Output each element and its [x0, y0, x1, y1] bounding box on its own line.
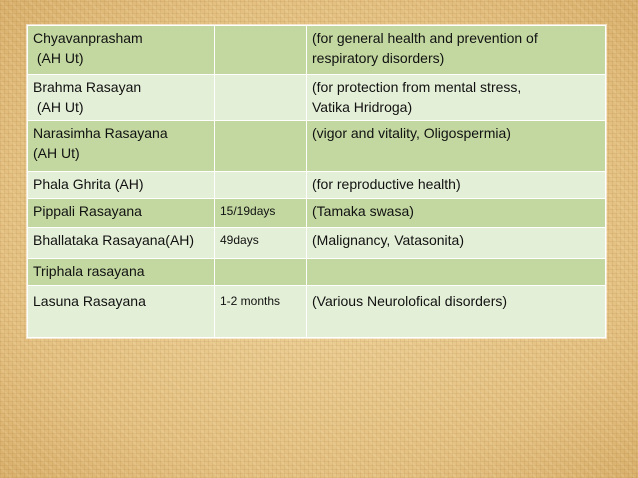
duration-cell	[215, 121, 307, 172]
rasayana-name-line: Narasimha Rasayana	[33, 125, 168, 141]
duration-cell	[215, 26, 307, 75]
table-row	[28, 75, 606, 121]
indication-cell	[307, 75, 606, 121]
rasayana-name-line: (AH Ut)	[33, 99, 84, 115]
indication-line: (vigor and vitality, Oligospermia)	[312, 125, 511, 141]
indication-cell: (Various Neurolofical disorders)	[307, 286, 606, 338]
table-row	[28, 199, 606, 228]
rasayana-name-cell: Triphala rasayana	[28, 259, 215, 286]
indication-cell	[307, 26, 606, 75]
rasayana-name-line: (AH Ut)	[33, 50, 84, 66]
duration-cell	[215, 172, 307, 199]
indication-line: (for protection from mental stress,	[312, 79, 522, 95]
table-row	[28, 26, 606, 75]
rasayana-name-line: Brahma Rasayan	[33, 79, 142, 95]
rasayana-name-line: Chyavanprasham	[33, 30, 143, 46]
indication-line: Vatika Hridroga)	[312, 99, 413, 115]
duration-cell: 1-2 months	[215, 286, 307, 338]
indication-cell: (Malignancy, Vatasonita)	[307, 228, 606, 259]
indication-cell: (Tamaka swasa)	[307, 199, 606, 228]
rasayana-table	[27, 25, 606, 338]
indication-cell	[307, 121, 606, 172]
duration-cell	[215, 259, 307, 286]
table-row	[28, 228, 606, 259]
duration-cell: 15/19days	[215, 199, 307, 228]
rasayana-name-cell: Lasuna Rasayana	[28, 286, 215, 338]
rasayana-name-cell: Bhallataka Rasayana(AH)	[28, 228, 215, 259]
rasayana-name-cell	[28, 26, 215, 75]
indication-line: (for general health and prevention of	[312, 30, 538, 46]
table-row	[28, 121, 606, 172]
duration-cell	[215, 75, 307, 121]
table-row	[28, 286, 606, 338]
duration-cell: 49days	[215, 228, 307, 259]
rasayana-name-cell: Phala Ghrita (AH)	[28, 172, 215, 199]
rasayana-name-cell: Pippali Rasayana	[28, 199, 215, 228]
indication-cell	[307, 259, 606, 286]
indication-line: respiratory disorders)	[312, 50, 445, 66]
table-row	[28, 259, 606, 286]
rasayana-name-cell	[28, 75, 215, 121]
indication-cell: (for reproductive health)	[307, 172, 606, 199]
rasayana-name-cell	[28, 121, 215, 172]
rasayana-name-line: (AH Ut)	[33, 145, 80, 161]
table-row	[28, 172, 606, 199]
